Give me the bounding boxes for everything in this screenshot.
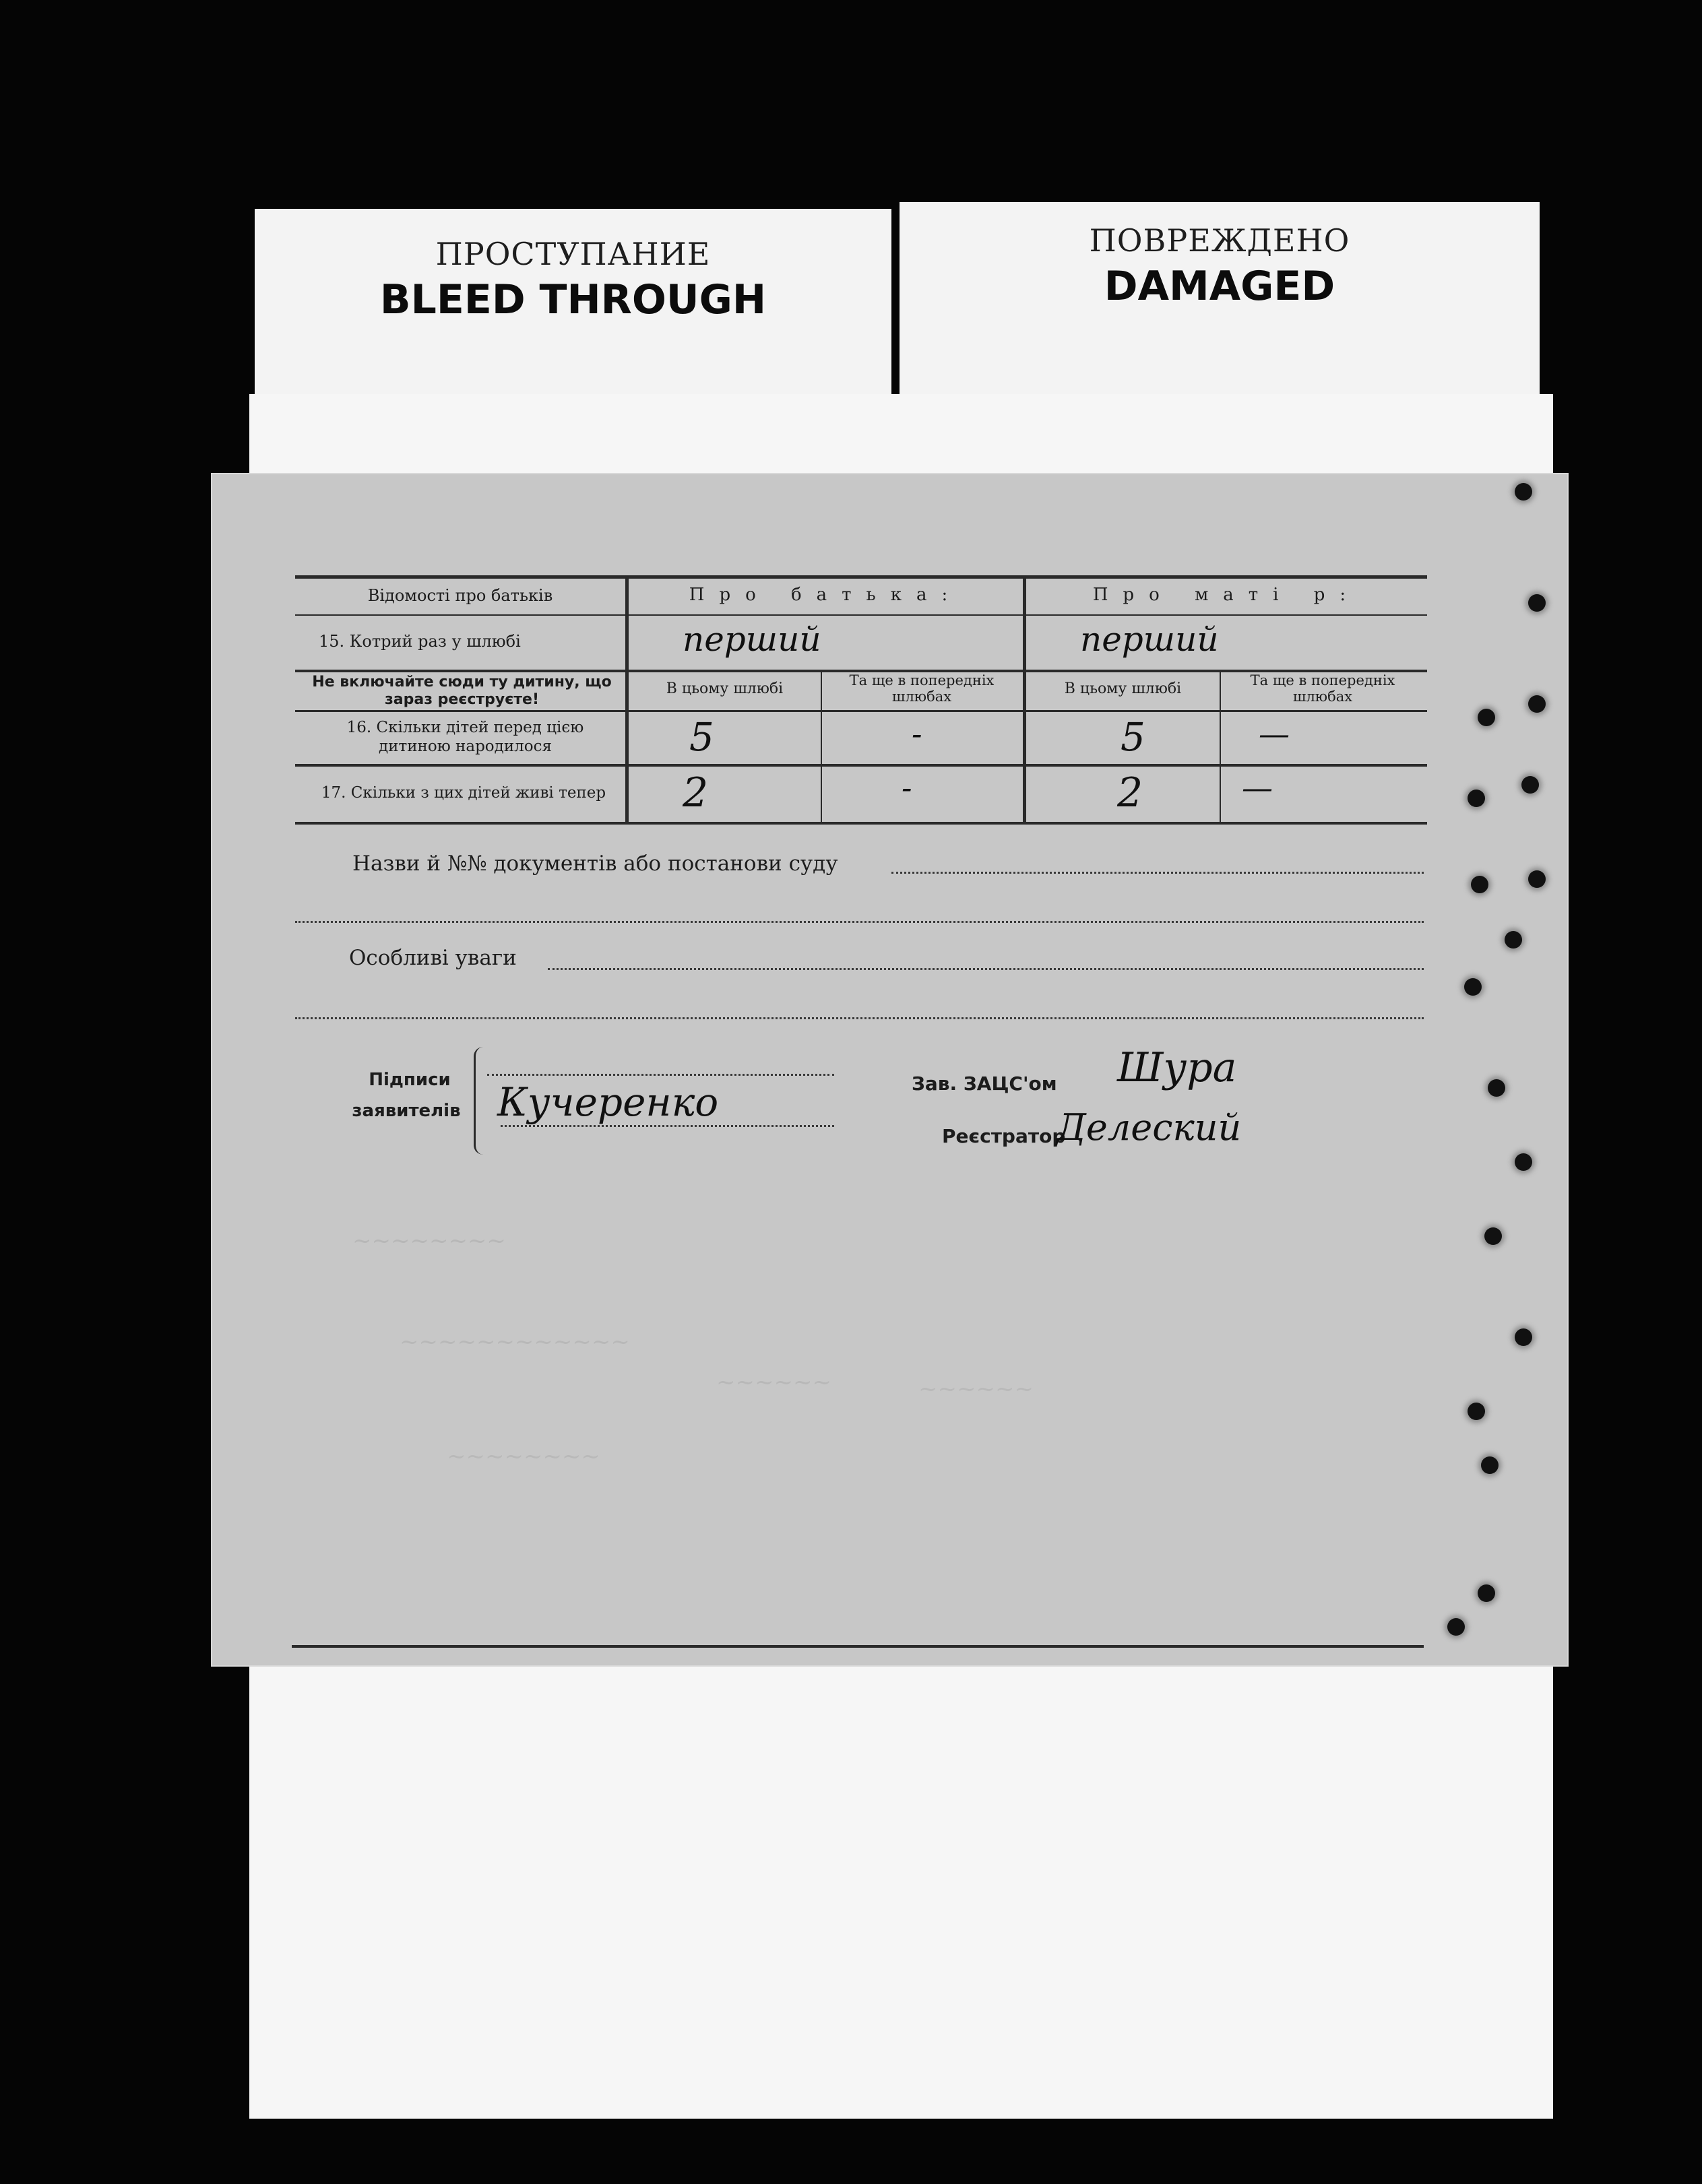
- row16-mother-this: 5: [1121, 714, 1145, 760]
- header-parents-info: Відомості про батьків: [367, 586, 553, 605]
- subheader-note: Не включайте сюди ту дитину, що зараз реєструєте!: [312, 674, 612, 708]
- damage-hole: [1488, 1079, 1505, 1097]
- row15-label: 15. Котрий раз у шлюбі: [319, 632, 521, 651]
- damage-hole: [1447, 1618, 1465, 1636]
- damage-hole: [1481, 1456, 1499, 1474]
- damaged-card: [900, 202, 1540, 394]
- bleed-through-mark: ~~~~~~~~: [352, 1227, 506, 1254]
- bleed-through-label-ru: ПРОСТУПАНИЕ: [435, 236, 711, 272]
- registrar-signature: Делеский: [1057, 1106, 1242, 1149]
- remarks-line: [548, 968, 1424, 970]
- damage-hole: [1515, 1153, 1532, 1171]
- damage-hole: [1521, 776, 1539, 794]
- registrar-label: Реєстратор: [942, 1125, 1066, 1147]
- row17-label: 17. Скільки з цих дітей живі тепер: [321, 784, 606, 802]
- row17-father-prev: -: [902, 769, 912, 806]
- remarks-label: Особливі уваги: [349, 946, 517, 970]
- applicant-signature: Кучеренко: [497, 1079, 719, 1125]
- table-col-rule: [1220, 671, 1221, 823]
- sub-this-marriage-father: В цьому шлюбі: [666, 680, 784, 697]
- damage-hole: [1464, 978, 1482, 996]
- damage-hole: [1528, 870, 1546, 888]
- damage-hole: [1471, 876, 1488, 893]
- row17-mother-prev: —: [1242, 769, 1273, 806]
- damaged-label-en: DAMAGED: [1104, 263, 1335, 310]
- row15-father-value: перший: [683, 620, 821, 659]
- damage-hole: [1528, 594, 1546, 612]
- row15-mother-value: перший: [1080, 620, 1219, 659]
- bleed-through-mark: ~~~~~~~~~~~~: [400, 1328, 630, 1355]
- table-col-rule: [821, 671, 822, 823]
- row16-father-this: 5: [689, 714, 714, 760]
- damage-hole: [1484, 1227, 1502, 1245]
- applicant-signature-line: [487, 1074, 834, 1076]
- row17-father-this: 2: [683, 769, 709, 816]
- documents-line-2: [295, 921, 1424, 923]
- sub-prev-marriages-mother: Та ще в попередніх шлюбах: [1250, 672, 1395, 705]
- damage-hole: [1468, 790, 1485, 807]
- documents-line: [891, 872, 1424, 874]
- documents-label: Назви й №№ документів або постанови суду: [352, 852, 838, 876]
- row16-mother-prev: —: [1259, 715, 1290, 752]
- table-rule: [295, 764, 1427, 767]
- damage-hole: [1478, 709, 1495, 726]
- table-bottom-rule: [295, 822, 1427, 825]
- bleed-through-label-en: BLEED THROUGH: [379, 276, 767, 323]
- sub-prev-marriages-father: Та ще в попередніх шлюбах: [849, 672, 995, 705]
- form-page: [211, 473, 1569, 1667]
- table-rule: [295, 710, 1427, 712]
- bleed-through-mark: ~~~~~~: [716, 1369, 831, 1396]
- bleed-through-mark: ~~~~~~: [918, 1376, 1034, 1403]
- damage-hole: [1515, 483, 1532, 501]
- damage-hole: [1528, 695, 1546, 713]
- bleed-through-card: [255, 209, 891, 394]
- applicants-label-line2: заявителів: [352, 1101, 461, 1121]
- damage-hole: [1468, 1403, 1485, 1420]
- damage-hole: [1478, 1584, 1495, 1602]
- header-about-father: Про батька:: [689, 585, 963, 605]
- applicants-brace: [474, 1047, 485, 1155]
- damage-hole: [1515, 1328, 1532, 1346]
- applicants-label-line1: Підписи: [369, 1070, 451, 1090]
- sub-this-marriage-mother: В цьому шлюбі: [1064, 680, 1182, 697]
- form-bottom-rule: [292, 1645, 1424, 1648]
- head-office-label: Зав. ЗАЦС'ом: [912, 1072, 1057, 1095]
- damaged-label-ru: ПОВРЕЖДЕНО: [1089, 222, 1350, 259]
- damage-hole: [1505, 931, 1522, 949]
- head-office-signature: Шура: [1117, 1044, 1237, 1091]
- bleed-through-mark: ~~~~~~~~: [447, 1443, 600, 1470]
- header-about-mother: Про маті р:: [1092, 585, 1361, 605]
- row16-father-prev: -: [912, 715, 922, 752]
- table-rule: [295, 614, 1427, 616]
- row16-label: 16. Скільки дітей перед цією дитиною народилося: [346, 719, 584, 755]
- remarks-line-2: [295, 1017, 1424, 1019]
- applicant-signature-line-2: [501, 1125, 834, 1127]
- row17-mother-this: 2: [1117, 769, 1143, 816]
- table-top-rule: [295, 575, 1427, 579]
- table-col-rule: [625, 577, 629, 823]
- table-col-rule: [1023, 577, 1026, 823]
